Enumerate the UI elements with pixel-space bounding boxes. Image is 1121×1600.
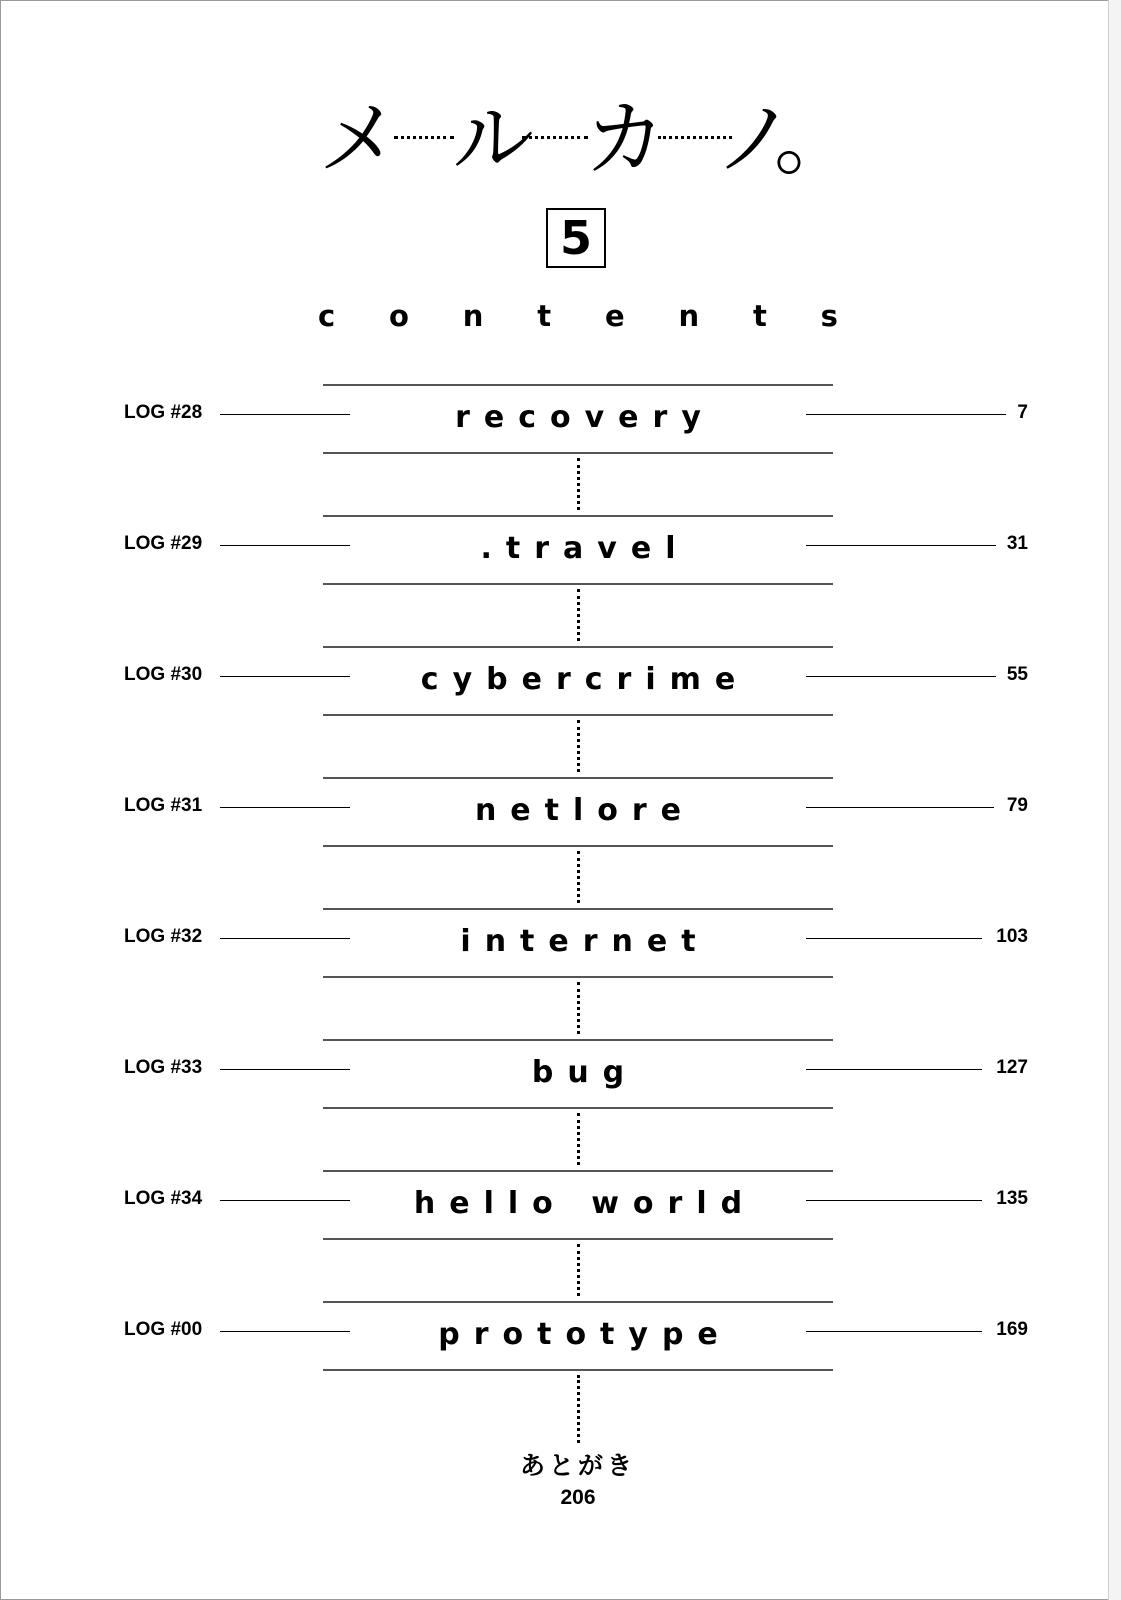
leader-line-right — [806, 938, 982, 939]
log-number: LOG #32 — [124, 926, 203, 947]
entry-rule-bottom — [323, 714, 833, 716]
toc-entry[interactable] — [0, 1170, 1121, 1240]
chapter-title[interactable]: netlore — [474, 793, 696, 828]
leader-line-right — [806, 1200, 982, 1201]
dotted-connector — [577, 982, 580, 1034]
book-title — [318, 92, 857, 188]
afterword-page-number: 206 — [560, 1486, 596, 1509]
chapter-title[interactable]: internet — [460, 924, 710, 959]
chapter-title[interactable]: recovery — [455, 400, 715, 435]
dotted-connector — [577, 589, 580, 641]
contents-heading-letter: t — [537, 299, 552, 333]
contents-heading-letter: n — [462, 299, 484, 333]
contents-heading — [318, 296, 838, 336]
page-number: 31 — [1006, 533, 1028, 554]
contents-heading-letter: s — [820, 299, 838, 333]
title-char: カ — [584, 92, 667, 187]
page-number: 127 — [996, 1057, 1028, 1078]
entry-rule-top — [323, 1301, 833, 1303]
entry-rule-bottom — [323, 976, 833, 978]
title-char: ノ — [714, 92, 797, 187]
title-dotted-separator — [394, 136, 454, 139]
chapter-title[interactable]: hello world — [413, 1186, 757, 1221]
leader-line-right — [806, 414, 1006, 415]
entry-rule-top — [323, 515, 833, 517]
volume-number: 5 — [546, 208, 606, 268]
leader-line-right — [806, 1331, 982, 1332]
entry-rule-top — [323, 1039, 833, 1041]
leader-line-right — [806, 807, 994, 808]
contents-heading-letter: o — [389, 299, 409, 333]
title-dotted-separator — [522, 136, 588, 139]
title-char: ル — [452, 92, 535, 187]
page-number: 135 — [996, 1188, 1028, 1209]
leader-line-right — [806, 1069, 982, 1070]
contents-heading-letter: t — [752, 299, 767, 333]
page-number: 55 — [1006, 664, 1028, 685]
log-number: LOG #30 — [124, 664, 203, 685]
toc-entry[interactable] — [0, 1301, 1121, 1371]
chapter-title[interactable]: .travel — [480, 531, 690, 566]
page-number: 169 — [996, 1319, 1028, 1340]
entry-rule-bottom — [323, 1369, 833, 1371]
dotted-connector — [577, 1113, 580, 1165]
dotted-connector — [577, 1375, 580, 1443]
entry-rule-bottom — [323, 583, 833, 585]
dotted-connector — [577, 720, 580, 772]
toc-entry[interactable] — [0, 384, 1121, 454]
toc-entry[interactable] — [0, 777, 1121, 847]
chapter-title[interactable]: prototype — [438, 1317, 732, 1352]
page-number: 7 — [1017, 402, 1028, 423]
entry-rule-bottom — [323, 452, 833, 454]
contents-heading-letter: n — [678, 299, 700, 333]
log-number: LOG #29 — [124, 533, 203, 554]
log-number: LOG #31 — [124, 795, 203, 816]
contents-heading-letter: c — [318, 299, 336, 333]
entry-rule-top — [323, 908, 833, 910]
entry-rule-top — [323, 1170, 833, 1172]
dotted-connector — [577, 458, 580, 510]
leader-line-right — [806, 545, 996, 546]
toc-entry[interactable] — [0, 646, 1121, 716]
chapter-title[interactable]: bug — [531, 1055, 639, 1090]
leader-line-right — [806, 676, 996, 677]
dotted-connector — [577, 851, 580, 903]
toc-entry[interactable] — [0, 515, 1121, 585]
toc-entry[interactable] — [0, 908, 1121, 978]
page-number: 103 — [996, 926, 1028, 947]
entry-rule-bottom — [323, 845, 833, 847]
entry-rule-bottom — [323, 1107, 833, 1109]
log-number: LOG #34 — [124, 1188, 203, 1209]
toc-entry[interactable] — [0, 1039, 1121, 1109]
entry-rule-top — [323, 384, 833, 386]
entry-rule-bottom — [323, 1238, 833, 1240]
entry-rule-top — [323, 646, 833, 648]
page-number: 79 — [1006, 795, 1028, 816]
log-number: LOG #00 — [124, 1319, 203, 1340]
log-number: LOG #28 — [124, 402, 203, 423]
title-char: 。 — [774, 92, 857, 187]
contents-heading-letter: e — [604, 299, 625, 333]
title-char: メ — [318, 92, 401, 187]
log-number: LOG #33 — [124, 1057, 203, 1078]
dotted-connector — [577, 1244, 580, 1296]
chapter-title[interactable]: cybercrime — [420, 662, 750, 697]
afterword-title[interactable]: あとがき — [519, 1451, 636, 1480]
entry-rule-top — [323, 777, 833, 779]
